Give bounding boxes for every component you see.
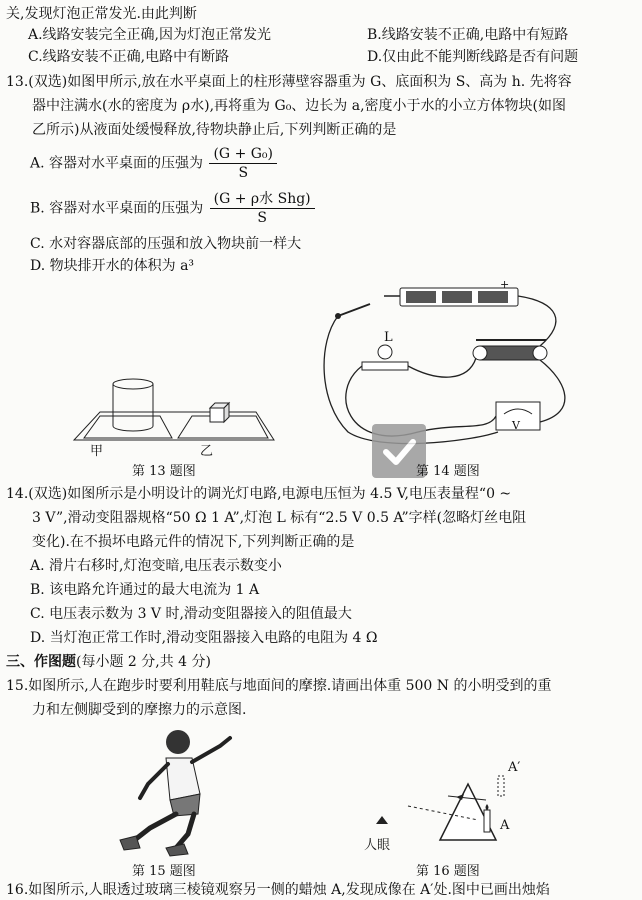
section-three-note: (每小题 2 分,共 4 分) (76, 654, 211, 670)
q13-option-b (30, 190, 315, 227)
q16-eye-label: 人眼 (364, 838, 391, 853)
q12-option-b: B.线路安装不正确,电路中有短路 (367, 27, 569, 43)
q14-option-b: B. 该电路允许通过的最大电流为 1 A (30, 582, 260, 598)
q13-caption: 第 13 题图 (132, 464, 196, 479)
q14-plus-sign: + (500, 278, 510, 291)
q12-option-d: D.仅由此不能判断线路是否有问题 (367, 49, 579, 65)
eye-icon (376, 816, 388, 824)
q14-option-d: D. 当灯泡正常工作时,滑动变阻器接入电路的电阻为 4 Ω (30, 630, 378, 646)
q16-caption: 第 16 题图 (416, 864, 480, 879)
q13-stem-line1: 13.(双选)如图甲所示,放在水平桌面上的柱形薄壁容器重为 G、底面积为 S、高为 h. 先将容 (6, 74, 572, 90)
q13-option-a-text: A. 容器对水平桌面的压强为 (30, 155, 204, 172)
q15-caption: 第 15 题图 (132, 864, 196, 879)
q14-label-l: L (384, 330, 393, 345)
q12-option-a: A.线路安装完全正确,因为灯泡正常发光 (28, 27, 272, 43)
q13-option-b-denominator: S (257, 210, 267, 226)
q14-option-a: A. 滑片右移时,灯泡变暗,电压表示数变小 (30, 558, 282, 574)
q15-runner-figure (96, 724, 246, 859)
q13-option-a (30, 145, 277, 182)
q13-option-c: C. 水对容器底部的压强和放入物块前一样大 (30, 236, 302, 252)
q13-label-jia: 甲 (90, 444, 104, 459)
q16-stem-line1: 16.如图所示,人眼透过玻璃三棱镜观察另一侧的蜡烛 A,发现成像在 A′处.图中已画出烛焰 (6, 882, 550, 898)
q15-stem-line2: 力和左侧脚受到的摩擦力的示意图. (32, 702, 247, 718)
q14-stem-line1: 14.(双选)如图所示是小明设计的调光灯电路,电源电压恒为 4.5 V,电压表量程“0 ~ (6, 486, 512, 502)
q15-stem-line1: 15.如图所示,人在跑步时要利用鞋底与地面间的摩擦.请画出体重 500 N 的小明受到的重 (6, 678, 552, 694)
q14-stem-line2: 3 V”,滑动变阻器规格“50 Ω 1 A”,灯泡 L 标有“2.5 V 0.5 A”字样(忽略灯丝电阻 (32, 510, 527, 526)
candle-icon (484, 810, 490, 832)
q16-label-a: A (500, 818, 510, 833)
q13-option-d: D. 物块排开水的体积为 a³ (30, 258, 195, 274)
q14-caption: 第 14 题图 (416, 464, 480, 479)
q13-option-b-text: B. 容器对水平桌面的压强为 (30, 200, 204, 217)
bulb-icon (378, 345, 392, 359)
q13-stem-line3: 乙所示)从液面处缓慢释放,待物块静止后,下列判断正确的是 (32, 122, 397, 138)
q13-label-yi: 乙 (200, 444, 214, 459)
runner-head-icon (166, 730, 190, 754)
q16-prism-figure (368, 760, 558, 855)
q12-option-c: C.线路安装不正确,电路中有断路 (28, 49, 230, 65)
q16-label-a-prime: A′ (508, 760, 521, 775)
q13-option-b-fraction (210, 190, 315, 227)
q14-circuit-figure (318, 282, 638, 462)
q14-stem-line3: 变化).在不损坏电路元件的情况下,下列判断正确的是 (32, 534, 355, 550)
q12-tail: 关,发现灯泡正常发光.由此判断 (6, 6, 197, 22)
section-three-heading (6, 652, 634, 672)
q14-label-v: V (512, 419, 520, 432)
q14-option-c: C. 电压表示数为 3 V 时,滑动变阻器接入的阻值最大 (30, 606, 352, 622)
section-three-title: 三、作图题 (6, 654, 76, 670)
q13-stem-line2: 器中注满水(水的密度为 ρ水),再将重为 G₀、边长为 a,密度小于水的小立方体物块(如图 (32, 98, 567, 114)
q13-option-b-numerator: (G + ρ水 Shg) (210, 190, 315, 209)
q13-option-a-fraction (209, 145, 277, 182)
q13-option-a-denominator: S (238, 165, 249, 181)
q13-option-a-numerator: (G + G₀) (209, 145, 277, 164)
